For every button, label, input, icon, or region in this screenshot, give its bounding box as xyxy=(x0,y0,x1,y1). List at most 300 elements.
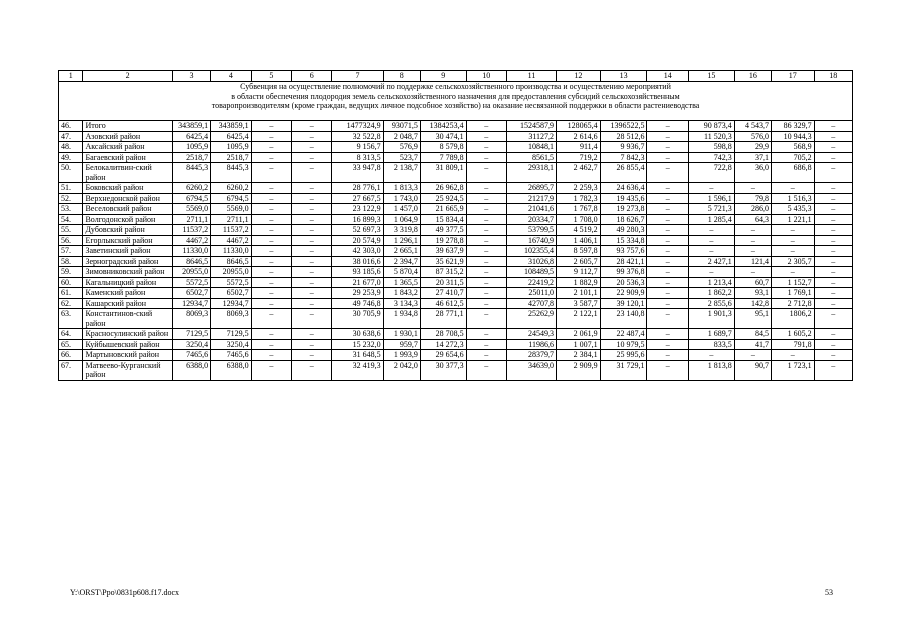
value-cell: – xyxy=(814,235,852,246)
table-row xyxy=(59,256,853,267)
value-cell: – xyxy=(814,329,852,340)
value-cell: 34639,0 xyxy=(507,360,557,380)
value-cell: 5 870,4 xyxy=(383,267,420,278)
value-cell: 1 843,2 xyxy=(383,288,420,299)
value-cell: – xyxy=(647,309,689,329)
column-number-cell: 10 xyxy=(466,71,506,82)
value-cell: 22 487,4 xyxy=(600,329,647,340)
value-cell: 39 120,1 xyxy=(600,298,647,309)
value-cell: – xyxy=(466,350,506,361)
value-cell: 10 944,3 xyxy=(772,131,815,142)
value-cell: 30 705,9 xyxy=(332,309,383,329)
value-cell: – xyxy=(647,142,689,153)
district-name-cell: Багаевский район xyxy=(83,152,172,163)
row-number-cell: 53. xyxy=(59,204,83,215)
value-cell: 23 140,8 xyxy=(600,309,647,329)
value-cell: – xyxy=(814,142,852,153)
column-number-cell: 18 xyxy=(814,71,852,82)
value-cell: 2 605,7 xyxy=(557,256,601,267)
value-cell: 1 813,8 xyxy=(688,360,734,380)
row-number-cell: 67. xyxy=(59,360,83,380)
value-cell: 93071,5 xyxy=(383,121,420,132)
budget-table xyxy=(58,70,853,381)
value-cell: 1 064,9 xyxy=(383,214,420,225)
value-cell: – xyxy=(251,183,291,194)
value-cell: 791,8 xyxy=(772,339,815,350)
value-cell: 35 621,9 xyxy=(420,256,466,267)
row-number-cell: 59. xyxy=(59,267,83,278)
value-cell: – xyxy=(466,277,506,288)
value-cell: – xyxy=(772,183,815,194)
district-name-cell: Зимовниковский район xyxy=(83,267,172,278)
value-cell: 3250,4 xyxy=(172,339,210,350)
value-cell: 32 522,8 xyxy=(332,131,383,142)
value-cell: – xyxy=(647,163,689,183)
value-cell: 38 016,6 xyxy=(332,256,383,267)
column-number-cell: 13 xyxy=(600,71,647,82)
value-cell: 15 334,8 xyxy=(600,235,647,246)
value-cell: 3 319,8 xyxy=(383,225,420,236)
value-cell: – xyxy=(734,235,771,246)
column-number-cell: 17 xyxy=(772,71,815,82)
value-cell: – xyxy=(466,183,506,194)
value-cell: – xyxy=(292,277,332,288)
value-cell: 4 519,2 xyxy=(557,225,601,236)
value-cell: – xyxy=(772,246,815,257)
district-name-cell: Заветинский район xyxy=(83,246,172,257)
value-cell: – xyxy=(292,131,332,142)
value-cell: 41,7 xyxy=(734,339,771,350)
value-cell: 7 842,3 xyxy=(600,152,647,163)
caption-row xyxy=(59,82,853,121)
value-cell: 64,3 xyxy=(734,214,771,225)
value-cell: 19 278,8 xyxy=(420,235,466,246)
value-cell: – xyxy=(466,267,506,278)
footer-file-path: Y:\ORST\Ppo\0831p608.f17.docx xyxy=(70,588,180,597)
value-cell: – xyxy=(292,360,332,380)
caption-line: в области обеспечения плодородия земель сельскохозяйственного назначения для предоставления субсидий сельскохозяйственным xyxy=(231,91,680,101)
value-cell: 1 406,1 xyxy=(557,235,601,246)
value-cell: 4467,2 xyxy=(211,235,251,246)
value-cell: – xyxy=(251,152,291,163)
value-cell: 4467,2 xyxy=(172,235,210,246)
table-row xyxy=(59,142,853,153)
value-cell: 1 007,1 xyxy=(557,339,601,350)
value-cell: – xyxy=(772,267,815,278)
value-cell: 5 435,3 xyxy=(772,204,815,215)
value-cell: – xyxy=(814,204,852,215)
row-number-cell: 47. xyxy=(59,131,83,142)
value-cell: 20955,0 xyxy=(211,267,251,278)
value-cell: – xyxy=(251,277,291,288)
value-cell: 959,7 xyxy=(383,339,420,350)
value-cell: – xyxy=(251,163,291,183)
value-cell: – xyxy=(292,193,332,204)
row-number-cell: 60. xyxy=(59,277,83,288)
row-number-cell: 57. xyxy=(59,246,83,257)
value-cell: 20 311,5 xyxy=(420,277,466,288)
value-cell: – xyxy=(772,235,815,246)
column-number-cell: 11 xyxy=(507,71,557,82)
value-cell: 24 636,4 xyxy=(600,183,647,194)
value-cell: 2 048,7 xyxy=(383,131,420,142)
value-cell: – xyxy=(647,204,689,215)
table-row xyxy=(59,350,853,361)
value-cell: 8 579,8 xyxy=(420,142,466,153)
value-cell: 10848,1 xyxy=(507,142,557,153)
value-cell: – xyxy=(814,288,852,299)
value-cell: – xyxy=(292,214,332,225)
value-cell: 19 273,8 xyxy=(600,204,647,215)
table-row xyxy=(59,298,853,309)
value-cell: – xyxy=(251,298,291,309)
value-cell: 1095,9 xyxy=(211,142,251,153)
caption-line: Субвенция на осуществление полномочий по поддержке сельскохозяйственного производства и осуществлению мероприятий xyxy=(240,82,671,91)
value-cell: 8646,5 xyxy=(172,256,210,267)
column-number-cell: 4 xyxy=(211,71,251,82)
value-cell: 9 936,7 xyxy=(600,142,647,153)
value-cell: 93 185,6 xyxy=(332,267,383,278)
value-cell: 52 697,3 xyxy=(332,225,383,236)
district-name-cell: Веселовский район xyxy=(83,204,172,215)
value-cell: 3 587,7 xyxy=(557,298,601,309)
value-cell: 20 536,3 xyxy=(600,277,647,288)
value-cell: 19 435,6 xyxy=(600,193,647,204)
value-cell: – xyxy=(814,298,852,309)
table-row xyxy=(59,329,853,340)
value-cell: 2518,7 xyxy=(172,152,210,163)
value-cell: 6425,4 xyxy=(172,131,210,142)
value-cell: 1 596,1 xyxy=(688,193,734,204)
value-cell: 31 648,5 xyxy=(332,350,383,361)
value-cell: 2711,1 xyxy=(172,214,210,225)
page-number: 53 xyxy=(825,588,833,597)
value-cell: 93,1 xyxy=(734,288,771,299)
value-cell: – xyxy=(292,256,332,267)
table-row xyxy=(59,288,853,299)
value-cell: 3 134,3 xyxy=(383,298,420,309)
value-cell: – xyxy=(647,193,689,204)
value-cell: 5569,0 xyxy=(172,204,210,215)
value-cell: 31 809,1 xyxy=(420,163,466,183)
value-cell: – xyxy=(688,225,734,236)
row-number-cell: 54. xyxy=(59,214,83,225)
value-cell: 2 665,1 xyxy=(383,246,420,257)
value-cell: – xyxy=(647,225,689,236)
value-cell: – xyxy=(734,350,771,361)
column-number-cell: 5 xyxy=(251,71,291,82)
value-cell: 102355,4 xyxy=(507,246,557,257)
table-row xyxy=(59,309,853,329)
value-cell: – xyxy=(647,360,689,380)
value-cell: – xyxy=(814,225,852,236)
value-cell: 6260,2 xyxy=(211,183,251,194)
district-name-cell: Мартыновский район xyxy=(83,350,172,361)
value-cell: – xyxy=(647,246,689,257)
value-cell: 21 665,9 xyxy=(420,204,466,215)
value-cell: 28 512,6 xyxy=(600,131,647,142)
value-cell: 1 743,0 xyxy=(383,193,420,204)
column-number-cell: 16 xyxy=(734,71,771,82)
value-cell: – xyxy=(466,121,506,132)
value-cell: 46 612,5 xyxy=(420,298,466,309)
value-cell: 1 813,3 xyxy=(383,183,420,194)
district-name-cell: Красносулинский район xyxy=(83,329,172,340)
value-cell: – xyxy=(292,298,332,309)
value-cell: 31127,2 xyxy=(507,131,557,142)
value-cell: 49 377,5 xyxy=(420,225,466,236)
value-cell: 22 909,9 xyxy=(600,288,647,299)
row-number-cell: 58. xyxy=(59,256,83,267)
value-cell: – xyxy=(251,339,291,350)
table-body xyxy=(59,71,853,381)
value-cell: 8646,5 xyxy=(211,256,251,267)
value-cell: 1 769,1 xyxy=(772,288,815,299)
value-cell: – xyxy=(814,360,852,380)
value-cell: 8 597,8 xyxy=(557,246,601,257)
value-cell: – xyxy=(466,142,506,153)
value-cell: – xyxy=(647,183,689,194)
district-name-cell: Зерноградский район xyxy=(83,256,172,267)
table-row xyxy=(59,214,853,225)
value-cell: 576,9 xyxy=(383,142,420,153)
value-cell: 8445,3 xyxy=(211,163,251,183)
value-cell: 11537,2 xyxy=(172,225,210,236)
value-cell: 16 899,3 xyxy=(332,214,383,225)
value-cell: – xyxy=(292,267,332,278)
value-cell: 90 873,4 xyxy=(688,121,734,132)
value-cell: 121,4 xyxy=(734,256,771,267)
row-number-cell: 62. xyxy=(59,298,83,309)
value-cell: – xyxy=(466,152,506,163)
caption-line: товаропроизводителям (кроме граждан, ведущих личное подсобное хозяйство) на оказание несвязанной поддержки в области растениеводства xyxy=(211,101,700,110)
district-name-cell: Кашарский район xyxy=(83,298,172,309)
value-cell: 28379,7 xyxy=(507,350,557,361)
value-cell: – xyxy=(688,267,734,278)
value-cell: 53799,5 xyxy=(507,225,557,236)
table-row xyxy=(59,225,853,236)
row-number-cell: 48. xyxy=(59,142,83,153)
value-cell: 2 138,7 xyxy=(383,163,420,183)
value-cell: – xyxy=(814,350,852,361)
value-cell: – xyxy=(647,235,689,246)
value-cell: – xyxy=(292,163,332,183)
value-cell: 30 474,1 xyxy=(420,131,466,142)
value-cell: – xyxy=(647,267,689,278)
value-cell: 1 213,4 xyxy=(688,277,734,288)
value-cell: 93 757,6 xyxy=(600,246,647,257)
value-cell: – xyxy=(251,288,291,299)
value-cell: 2518,7 xyxy=(211,152,251,163)
value-cell: 29 253,9 xyxy=(332,288,383,299)
value-cell: 8445,3 xyxy=(172,163,210,183)
value-cell: 12934,7 xyxy=(172,298,210,309)
value-cell: 722,8 xyxy=(688,163,734,183)
value-cell: 6425,4 xyxy=(211,131,251,142)
value-cell: 1 767,8 xyxy=(557,204,601,215)
value-cell: 1 605,2 xyxy=(772,329,815,340)
column-number-cell: 12 xyxy=(557,71,601,82)
value-cell: 2 259,3 xyxy=(557,183,601,194)
value-cell: – xyxy=(466,246,506,257)
value-cell: 33 947,8 xyxy=(332,163,383,183)
column-number-cell: 1 xyxy=(59,71,83,82)
value-cell: – xyxy=(647,288,689,299)
value-cell: 21 677,0 xyxy=(332,277,383,288)
value-cell: 11986,6 xyxy=(507,339,557,350)
value-cell: – xyxy=(292,235,332,246)
value-cell: 11330,0 xyxy=(211,246,251,257)
value-cell: 28 421,1 xyxy=(600,256,647,267)
value-cell: 29318,1 xyxy=(507,163,557,183)
row-number-cell: 46. xyxy=(59,121,83,132)
table-row xyxy=(59,267,853,278)
row-number-cell: 66. xyxy=(59,350,83,361)
value-cell: – xyxy=(251,121,291,132)
value-cell: 1 708,0 xyxy=(557,214,601,225)
value-cell: – xyxy=(292,339,332,350)
value-cell: 343859,1 xyxy=(211,121,251,132)
value-cell: – xyxy=(251,225,291,236)
value-cell: – xyxy=(814,163,852,183)
value-cell: 15 834,4 xyxy=(420,214,466,225)
row-number-cell: 55. xyxy=(59,225,83,236)
value-cell: – xyxy=(466,131,506,142)
value-cell: 14 272,3 xyxy=(420,339,466,350)
value-cell: – xyxy=(292,121,332,132)
value-cell: – xyxy=(292,329,332,340)
value-cell: 28 776,1 xyxy=(332,183,383,194)
table-row xyxy=(59,204,853,215)
value-cell: 7465,6 xyxy=(211,350,251,361)
value-cell: 39 637,9 xyxy=(420,246,466,257)
value-cell: – xyxy=(292,152,332,163)
value-cell: 21217,9 xyxy=(507,193,557,204)
value-cell: 1 516,3 xyxy=(772,193,815,204)
value-cell: 5 721,3 xyxy=(688,204,734,215)
value-cell: 26895,7 xyxy=(507,183,557,194)
value-cell: 1 221,1 xyxy=(772,214,815,225)
value-cell: 1 930,1 xyxy=(383,329,420,340)
value-cell: – xyxy=(647,121,689,132)
value-cell: 2 122,1 xyxy=(557,309,601,329)
value-cell: – xyxy=(466,235,506,246)
value-cell: – xyxy=(814,309,852,329)
value-cell: – xyxy=(814,193,852,204)
district-name-cell: Азовский район xyxy=(83,131,172,142)
value-cell: 1 152,7 xyxy=(772,277,815,288)
value-cell: – xyxy=(734,246,771,257)
value-cell: – xyxy=(251,256,291,267)
value-cell: – xyxy=(292,246,332,257)
value-cell: 31 729,1 xyxy=(600,360,647,380)
value-cell: 87 315,2 xyxy=(420,267,466,278)
value-cell: 1 901,3 xyxy=(688,309,734,329)
value-cell: 86 329,7 xyxy=(772,121,815,132)
value-cell: – xyxy=(772,350,815,361)
value-cell: 6260,2 xyxy=(172,183,210,194)
column-number-cell: 2 xyxy=(83,71,172,82)
value-cell: – xyxy=(251,360,291,380)
value-cell: 286,0 xyxy=(734,204,771,215)
value-cell: 26 855,4 xyxy=(600,163,647,183)
value-cell: 4 543,7 xyxy=(734,121,771,132)
value-cell: – xyxy=(647,339,689,350)
value-cell: 36,0 xyxy=(734,163,771,183)
value-cell: – xyxy=(466,329,506,340)
value-cell: – xyxy=(251,329,291,340)
value-cell: 84,5 xyxy=(734,329,771,340)
district-name-cell: Аксайский район xyxy=(83,142,172,153)
district-name-cell: Матвеево-Курганский район xyxy=(83,360,172,380)
value-cell: – xyxy=(647,256,689,267)
value-cell: – xyxy=(814,121,852,132)
value-cell: – xyxy=(647,214,689,225)
value-cell: – xyxy=(251,131,291,142)
value-cell: – xyxy=(814,183,852,194)
row-number-cell: 64. xyxy=(59,329,83,340)
value-cell: 598,8 xyxy=(688,142,734,153)
value-cell: 29 654,6 xyxy=(420,350,466,361)
value-cell: – xyxy=(688,350,734,361)
value-cell: – xyxy=(292,204,332,215)
value-cell: 6502,7 xyxy=(211,288,251,299)
value-cell: – xyxy=(772,225,815,236)
value-cell: 5572,5 xyxy=(172,277,210,288)
value-cell: 6502,7 xyxy=(172,288,210,299)
value-cell: – xyxy=(466,339,506,350)
value-cell: 142,8 xyxy=(734,298,771,309)
value-cell: – xyxy=(251,235,291,246)
value-cell: 30 377,3 xyxy=(420,360,466,380)
value-cell: – xyxy=(814,277,852,288)
value-cell: 28 771,1 xyxy=(420,309,466,329)
value-cell: 27 667,5 xyxy=(332,193,383,204)
row-number-cell: 65. xyxy=(59,339,83,350)
value-cell: 128065,4 xyxy=(557,121,601,132)
value-cell: 28 708,5 xyxy=(420,329,466,340)
value-cell: – xyxy=(814,214,852,225)
value-cell: 2711,1 xyxy=(211,214,251,225)
table-row xyxy=(59,277,853,288)
value-cell: 8561,5 xyxy=(507,152,557,163)
value-cell: – xyxy=(814,246,852,257)
value-cell: 42 303,0 xyxy=(332,246,383,257)
value-cell: 2 394,7 xyxy=(383,256,420,267)
value-cell: 9 112,7 xyxy=(557,267,601,278)
value-cell: – xyxy=(251,204,291,215)
value-cell: 8069,3 xyxy=(172,309,210,329)
column-number-cell: 9 xyxy=(420,71,466,82)
value-cell: – xyxy=(251,214,291,225)
value-cell: 1 993,9 xyxy=(383,350,420,361)
value-cell: 37,1 xyxy=(734,152,771,163)
value-cell: – xyxy=(466,256,506,267)
value-cell: 833,5 xyxy=(688,339,734,350)
value-cell: 42707,8 xyxy=(507,298,557,309)
district-name-cell: Кагальницкий район xyxy=(83,277,172,288)
value-cell: 21041,6 xyxy=(507,204,557,215)
column-number-row xyxy=(59,71,853,82)
value-cell: 23 122,9 xyxy=(332,204,383,215)
value-cell: 15 232,0 xyxy=(332,339,383,350)
value-cell: 18 626,7 xyxy=(600,214,647,225)
value-cell: 1 723,1 xyxy=(772,360,815,380)
value-cell: 9 156,7 xyxy=(332,142,383,153)
value-cell: 911,4 xyxy=(557,142,601,153)
table-row xyxy=(59,246,853,257)
value-cell: 20 574,9 xyxy=(332,235,383,246)
